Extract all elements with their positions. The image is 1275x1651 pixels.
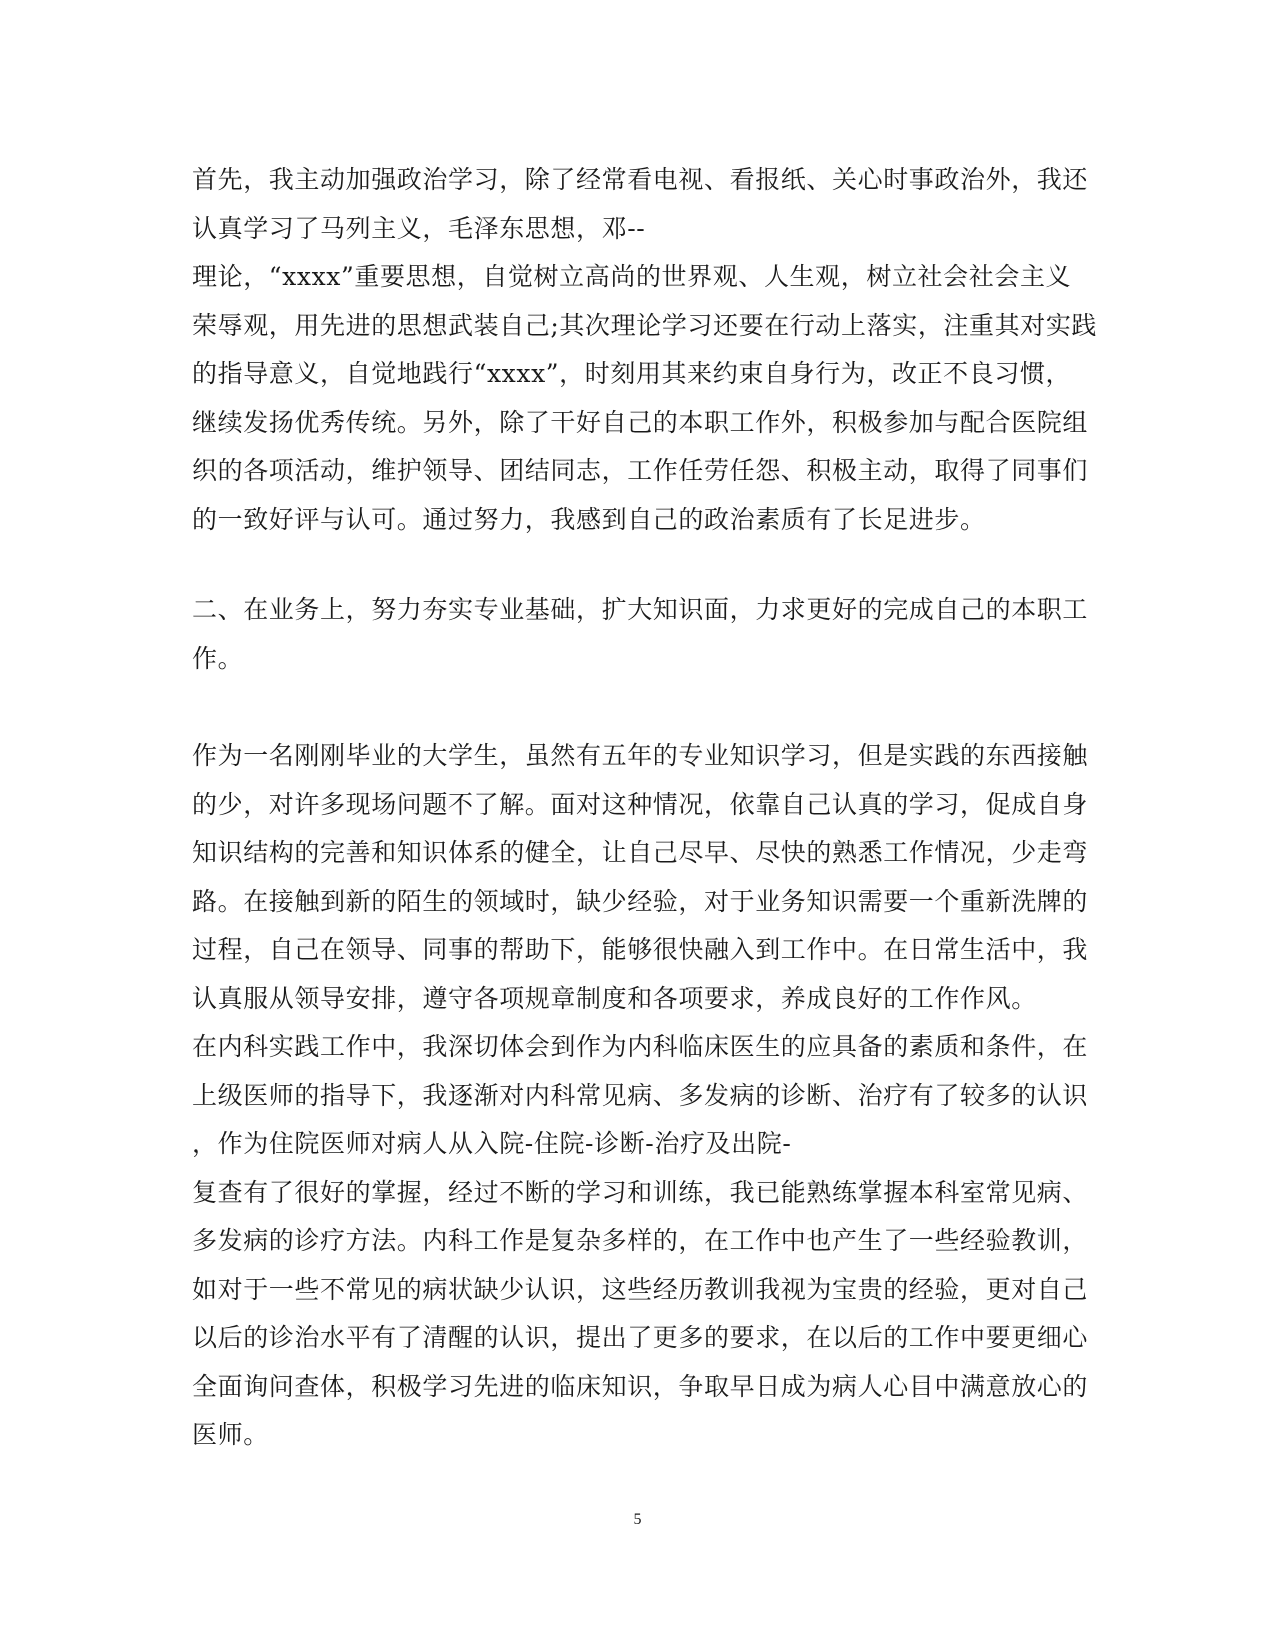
text-line: 作。 xyxy=(192,643,244,673)
text-line: 在内科实践工作中，我深切体会到作为内科临床医生的应具备的素质和条件，在 xyxy=(192,1032,1089,1061)
paragraph-political-study xyxy=(192,156,1098,544)
text-line: 知识结构的完善和知识体系的健全，让自己尽早、尽快的熟悉工作情况，少走弯 xyxy=(192,838,1089,867)
text-line: 继续发扬优秀传统。另外，除了干好自己的本职工作外，积极参加与配合医院组 xyxy=(192,407,1089,437)
text-line: 荣辱观，用先进的思想武装自己;其次理论学习还要在行动上落实，注重其对实践 xyxy=(192,310,1098,340)
text-line: 以后的诊治水平有了清醒的认识，提出了更多的要求，在以后的工作中要更细心 xyxy=(192,1323,1089,1352)
text-line: ，作为住院医师对病人从入院-住院-诊断-治疗及出院- xyxy=(192,1129,792,1158)
paragraph-professional-practice xyxy=(192,732,1089,1460)
text-line: 如对于一些不常见的病状缺少认识，这些经历教训我视为宝贵的经验，更对自己 xyxy=(192,1274,1089,1304)
text-line: 的指导意义，自觉地践行“xxxx”，时刻用其来约束自身行为，改正不良习惯， xyxy=(192,359,1072,388)
text-line: 认真服从领导安排，遵守各项规章制度和各项要求，养成良好的工作作风。 xyxy=(192,983,1037,1013)
text-line: 二、在业务上，努力夯实专业基础，扩大知识面，力求更好的完成自己的本职工 xyxy=(192,595,1089,624)
text-line: 上级医师的指导下，我逐渐对内科常见病、多发病的诊断、治疗有了较多的认识 xyxy=(192,1080,1089,1110)
text-line: 的一致好评与认可。通过努力，我感到自己的政治素质有了长足进步。 xyxy=(192,504,986,534)
text-line: 理论，“xxxx”重要思想，自觉树立高尚的世界观、人生观，树立社会社会主义 xyxy=(192,262,1072,291)
text-line: 织的各项活动，维护领导、团结同志，工作任劳任怨、积极主动，取得了同事们 xyxy=(192,456,1089,485)
text-line: 复查有了很好的掌握，经过不断的学习和训练，我已能熟练掌握本科室常见病、 xyxy=(192,1177,1089,1207)
text-line: 首先，我主动加强政治学习，除了经常看电视、看报纸、关心时事政治外，我还 xyxy=(192,165,1089,194)
text-line: 全面询问查体，积极学习先进的临床知识，争取早日成为病人心目中满意放心的 xyxy=(192,1371,1089,1401)
text-line: 的少，对许多现场问题不了解。面对这种情况，依靠自己认真的学习，促成自身 xyxy=(192,789,1089,819)
text-line: 医师。 xyxy=(192,1420,269,1449)
text-line: 过程，自己在领导、同事的帮助下，能够很快融入到工作中。在日常生活中，我 xyxy=(192,935,1089,964)
text-line: 多发病的诊疗方法。内科工作是复杂多样的，在工作中也产生了一些经验教训， xyxy=(192,1226,1089,1255)
page-number: 5 xyxy=(633,1511,642,1528)
section-heading-business xyxy=(192,586,1089,683)
text-line: 路。在接触到新的陌生的领域时，缺少经验，对于业务知识需要一个重新洗牌的 xyxy=(192,886,1089,916)
text-line: 认真学习了马列主义，毛泽东思想，邓-- xyxy=(192,213,646,243)
text-line: 作为一名刚刚毕业的大学生，虽然有五年的专业知识学习，但是实践的东西接触 xyxy=(192,741,1089,770)
